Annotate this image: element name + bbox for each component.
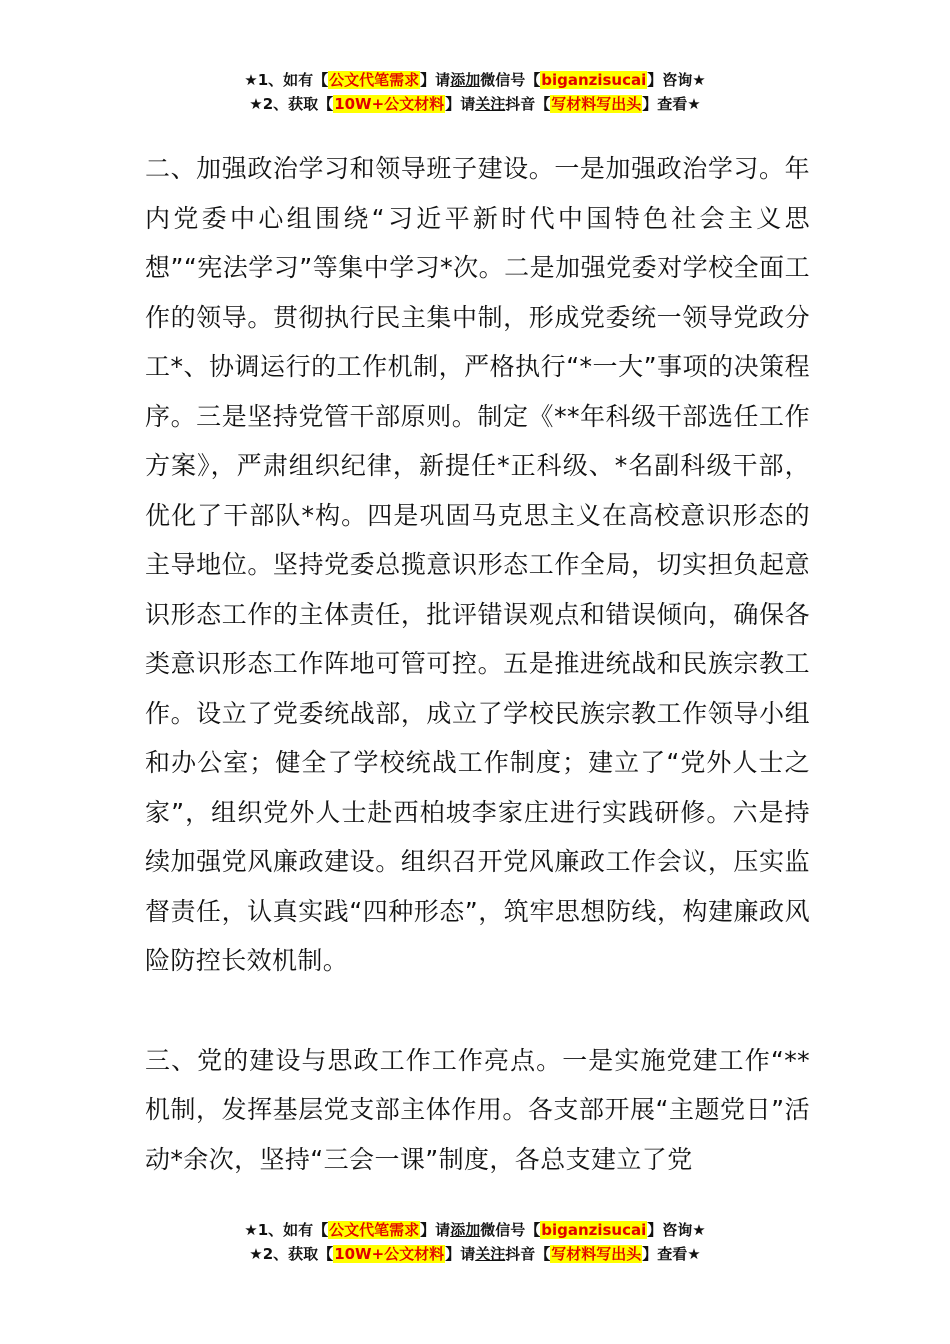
highlight-douyin-account: 写材料写出头 [551, 95, 642, 113]
highlight-wechat-id: biganzisucai [541, 1221, 647, 1239]
highlight-materials: 10W+公文材料 [334, 95, 445, 113]
highlight-service: 公文代笔需求 [329, 71, 420, 89]
banner-line-1: ★1、如有【公文代笔需求】请添加微信号【biganzisucai】咨询★ [244, 71, 706, 89]
paragraph-section-2: 二、加强政治学习和领导班子建设。一是加强政治学习。年内党委中心组围绕“习近平新时代中国特色社会主义思想”“宪法学习”等集中学习*次。二是加强党委对学校全面工作的领导。贯彻执行民主集中制，形成党委统一领导党政分工*、协调运行的工作机制，严格执行“*一大”事项的决策程序。三是坚持党管干部原则。制定《**年科级干部选任工作方案》，严肃组织纪律，新提任*正科级、*名副科级干部，优化了干部队*构。四是巩固马克思主义在高校意识形态的主导地位。坚持党委总揽意识形态工作全局，切实担负起意识形态工作的主体责任，批评错误观点和错误倾向，确保各类意识形态工作阵地可管可控。五是推进统战和民族宗教工作。设立了党委统战部，成立了学校民族宗教工作领导小组和办公室；健全了学校统战工作制度；建立了“党外人士之家”，组织党外人士赴西柏坡李家庄进行实践研修。六是持续加强党风廉政建设。组织召开党风廉政工作会议，压实监督责任，认真实践“四种形态”，筑牢思想防线，构建廉政风险防控长效机制。 [145, 154, 810, 975]
footer-banner [0, 1218, 950, 1266]
highlight-service: 公文代笔需求 [329, 1221, 420, 1239]
banner-line-2: ★2、获取【10W+公文材料】请关注抖音【写材料写出头】查看★ [249, 1245, 701, 1263]
highlight-materials: 10W+公文材料 [334, 1245, 445, 1263]
highlight-wechat-id: biganzisucai [541, 71, 647, 89]
banner-line-2: ★2、获取【10W+公文材料】请关注抖音【写材料写出头】查看★ [249, 95, 701, 113]
paragraph-section-3: 三、党的建设与思政工作工作亮点。一是实施党建工作“**机制，发挥基层党支部主体作用。各支部开展“主题党日”活动*余次，坚持“三会一课”制度，各总支建立了党 [145, 1045, 810, 1174]
highlight-douyin-account: 写材料写出头 [551, 1245, 642, 1263]
header-banner [0, 68, 950, 116]
document-body [145, 144, 810, 1184]
banner-line-1: ★1、如有【公文代笔需求】请添加微信号【biganzisucai】咨询★ [244, 1221, 706, 1239]
